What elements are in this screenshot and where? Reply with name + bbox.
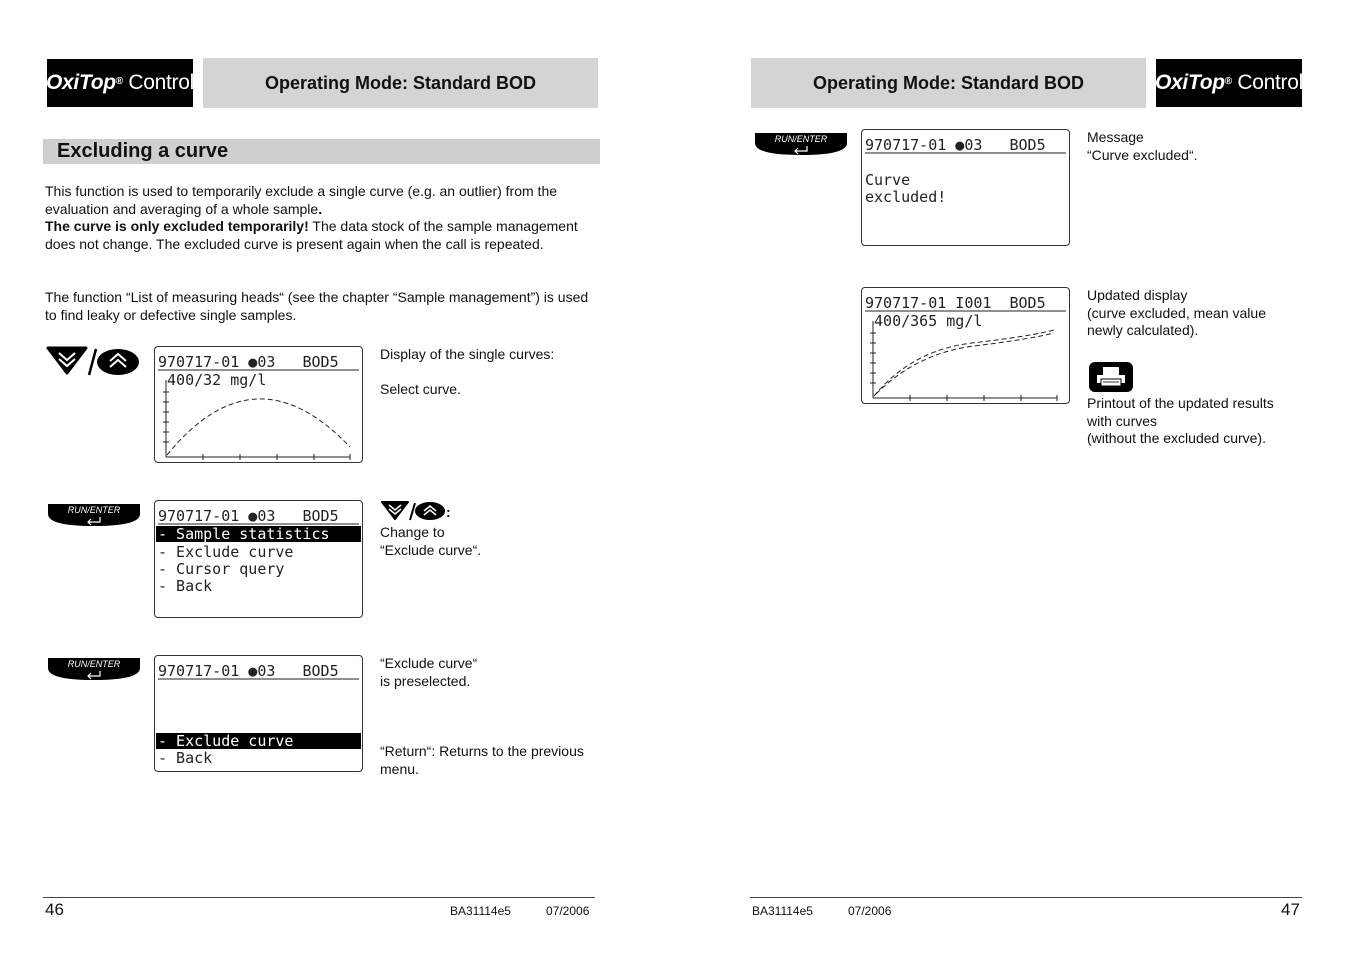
right-step1-note: [1087, 129, 1307, 164]
step3-note-b: [380, 743, 600, 778]
lcd-line2: 400/365 mg/l: [865, 312, 983, 330]
footer-rule-right: [750, 897, 1302, 898]
para2-rest: The data stock of the sample management does not change. The excluded curve is present again when the call is repeated.: [45, 218, 578, 252]
doc-ref-right: BA31114e5: [752, 904, 813, 918]
lcd-line1: 970717-01 I001 BOD5: [865, 294, 1046, 312]
print-note3: (without the excluded curve).: [1087, 430, 1266, 447]
para3: The function “List of measuring heads“ (see the chapter “Sample management”) is used to find leaky or defective single samples.: [45, 289, 589, 323]
footer-rule-left: [43, 897, 595, 898]
logo-reg: ®: [115, 75, 123, 87]
intro-paragraph: [45, 183, 597, 253]
menu-item-cursor-query: - Cursor query: [158, 560, 285, 578]
logo-product: Control: [1237, 71, 1303, 94]
lcd-line2: 400/32 mg/l: [158, 371, 267, 389]
step2-colon: :: [446, 504, 451, 521]
lcd-line3: excluded!: [865, 188, 947, 206]
step1-note: [380, 346, 595, 399]
lcd-axes: [163, 380, 350, 460]
step1-note1: Display of the single curves:: [380, 346, 555, 362]
lcd-line1: 970717-01 ●03 BOD5: [158, 507, 339, 525]
run-enter-label: RUN/ENTER: [774, 134, 828, 144]
right-step2-note1: Updated display: [1087, 287, 1188, 303]
menu-item-sample-statistics: - Sample statistics: [158, 525, 330, 543]
logo-reg: ®: [1224, 75, 1232, 87]
lcd-menu: [154, 500, 363, 618]
oxitop-logo-right: [1156, 59, 1302, 107]
lcd-line1: 970717-01 ●03 BOD5: [158, 662, 339, 680]
print-note2: with curves: [1087, 412, 1158, 429]
arrow-keys-small-icon: [380, 500, 446, 522]
right-step2-note3: newly calculated).: [1087, 322, 1199, 339]
menu-item-back: - Back: [158, 577, 213, 595]
logo-product: Control: [128, 71, 194, 94]
lcd-exclude-menu: [154, 655, 363, 772]
step1-note2: Select curve.: [380, 381, 461, 398]
step3-note-a: [380, 655, 595, 690]
oxitop-logo-left: [47, 59, 193, 107]
para1: This function is used to temporarily exclude a single curve (e.g. an outlier) from the evaluation and averaging of a whole sample: [45, 183, 558, 217]
para2-bold: The curve is only excluded temporarily!: [45, 218, 309, 235]
section-title: Excluding a curve: [43, 139, 600, 164]
print-note1: Printout of the updated results: [1087, 395, 1274, 411]
lcd-single-curve: [154, 346, 363, 463]
menu-item-exclude-curve: - Exclude curve: [158, 732, 294, 750]
arrow-keys-icon: [46, 345, 140, 384]
doc-date-left: 07/2006: [546, 904, 590, 918]
right-step2-note: [1087, 287, 1307, 340]
step3-note3: “Return“: Returns to the previous: [380, 743, 584, 759]
menu-item-exclude-curve: - Exclude curve: [158, 543, 294, 561]
menu-item-back: - Back: [158, 749, 213, 767]
run-enter-key-icon: [46, 502, 142, 528]
lcd-line1: 970717-01 ●03 BOD5: [865, 136, 1046, 154]
step2-note1: Change to: [380, 524, 445, 540]
lcd-curve: [167, 399, 350, 455]
run-enter-key-icon: [753, 131, 849, 157]
step2-note: [380, 500, 595, 559]
right-step1-note1: Message: [1087, 129, 1144, 145]
lcd-line1: 970717-01 ●03 BOD5: [158, 353, 339, 371]
para1-dot: .: [318, 200, 323, 217]
lcd-updated-display: [861, 287, 1070, 404]
right-step2-note2: (curve excluded, mean value: [1087, 304, 1266, 321]
run-enter-label: RUN/ENTER: [67, 659, 121, 669]
lcd-line2: Curve: [865, 171, 911, 189]
step3-note2: is preselected.: [380, 672, 471, 689]
page-number-left: 46: [45, 900, 64, 919]
doc-date-right: 07/2006: [848, 904, 892, 918]
step3-note4: menu.: [380, 760, 419, 777]
page-header-left: Operating Mode: Standard BOD: [203, 58, 598, 108]
lcd-curve-excluded: [861, 129, 1070, 246]
logo-brand: OxiTop: [1155, 71, 1225, 94]
run-enter-key-icon: [46, 656, 142, 682]
lcd-curve-b: [876, 333, 1054, 394]
logo-brand: OxiTop: [46, 71, 116, 94]
page-header-right: Operating Mode: Standard BOD: [751, 58, 1146, 108]
lcd-curve-a: [874, 330, 1054, 396]
step2-note2: “Exclude curve“.: [380, 541, 482, 558]
printer-icon: [1088, 361, 1134, 398]
page-number-right: 47: [1281, 900, 1300, 919]
lcd-axes: [870, 321, 1057, 401]
right-step1-note2: “Curve excluded“.: [1087, 146, 1198, 163]
run-enter-label: RUN/ENTER: [67, 505, 121, 515]
print-note: [1087, 395, 1327, 448]
step3-note1: “Exclude curve“: [380, 655, 478, 671]
doc-ref-left: BA31114e5: [450, 904, 511, 918]
step2-arrows: [380, 500, 595, 522]
